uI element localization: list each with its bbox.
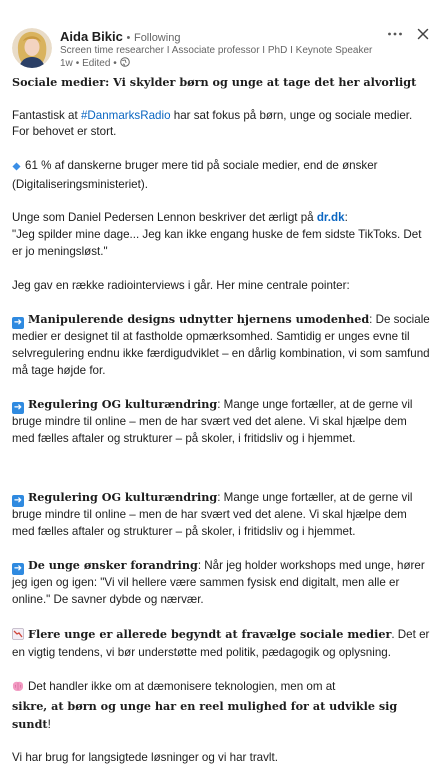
point-1-text: : De sociale medier er designet til at fastholde opmærksomhed. Samtidig er unges evne til selvregulering endnu ikke færdigudviklet – en dårlig kombination, vi som samfund må tage højde for. xyxy=(12,313,430,377)
point-4-text: : Når jeg holder workshops med unge, hører jeg igen og igen: "Vi vil hellere være sammen fysisk end digitalt, men alle er online." De savner dybde og nærvær. xyxy=(12,559,425,606)
quote-intro: Unge som Daniel Pedersen Lennon beskriver det ærligt på xyxy=(12,211,317,225)
point-3-text: : Mange unge fortæller, at de gerne vil bruge mindre til online – men de har svært ved det alene. Vi skal hjælpe dem med fælles aftaler og strukturer – på skoler, i fritidsliv og i hjemmet. xyxy=(12,490,413,538)
point-5-text: . Det er en vigtig tendens, vi bør understøtte med politik, pædagogik og oplysning. xyxy=(12,627,430,660)
right-arrow-icon: ➜ xyxy=(13,402,23,414)
post-content xyxy=(12,74,430,767)
point-1-heading: Manipulerende designs udnytter hjernens umodenhed xyxy=(28,312,370,327)
point-2-text: : Mange unge fortæller, at de gerne vil bruge mindre til online – men de har svært ved det alene. Vi skal hjælpe dem med fælles aftaler og strukturer – på skoler, i fritidsliv og i hjemmet. xyxy=(12,398,413,446)
point-3-heading: Regulering OG kulturændring xyxy=(28,489,218,504)
paragraph-points-intro: Jeg gav en række radiointerviews i går. Her mine centrale pointer: xyxy=(12,278,350,292)
quote-colon: : xyxy=(344,211,348,225)
right-arrow-icon: ➜ xyxy=(13,317,23,329)
intro-text-start: Fantastisk at xyxy=(12,108,81,122)
right-arrow-icon: ➜ xyxy=(13,494,23,506)
point-4-heading: De unge ønsker forandring xyxy=(28,558,198,573)
point-6-bold: sikre, at børn og unge har en reel mulighed for at udvikle sig sundt xyxy=(12,698,398,731)
more-horizontal-icon xyxy=(387,31,403,37)
stat-text: 61 % af danskerne bruger mere tid på sociale medier, end de ønsker (Digitaliseringsministeriet). xyxy=(12,158,378,191)
point-2-heading: Regulering OG kulturændring xyxy=(28,397,218,412)
more-options-button[interactable] xyxy=(384,25,406,43)
right-arrow-icon: ➜ xyxy=(13,563,23,575)
point-6-text: Det handler ikke om at dæmonisere teknologien, men om at xyxy=(28,679,336,693)
author-avatar[interactable] xyxy=(12,28,52,68)
author-name[interactable]: Aida Bikic xyxy=(60,29,123,44)
chart-decreasing-icon xyxy=(12,628,24,646)
author-headline: Screen time researcher I Associate professor I PhD I Keynote Speaker xyxy=(60,45,373,56)
brain-icon xyxy=(12,681,24,698)
point-1 xyxy=(12,311,430,379)
blue-diamond-icon xyxy=(12,160,21,177)
dr-link[interactable]: dr.dk xyxy=(316,211,345,225)
edited-label: • Edited • xyxy=(75,58,117,69)
point-3 xyxy=(12,489,430,541)
paragraph-intro xyxy=(12,108,430,142)
intro-text-end: har sat fokus på børn, unge og sociale medier. For behovet er stort. xyxy=(12,108,413,139)
paragraph-quote xyxy=(12,210,430,260)
paragraph-stat xyxy=(12,158,430,194)
point-5 xyxy=(12,626,430,663)
close-button[interactable] xyxy=(413,25,433,43)
close-icon xyxy=(417,28,429,40)
author-name-line xyxy=(60,29,180,44)
quote-text: "Jeg spilder mine dage... Jeg kan ikke engang huske de fem sidste TikToks. Det er jo meningsløst." xyxy=(12,228,422,258)
globe-icon xyxy=(120,57,130,70)
separator-dot: • xyxy=(126,32,131,44)
post-title: Sociale medier: Vi skylder børn og unge at tage det her alvorligt xyxy=(12,75,417,89)
point-4 xyxy=(12,557,430,609)
point-5-heading: Flere unge er allerede begyndt at fravælge sociale medier xyxy=(28,626,392,641)
post-time: 1w xyxy=(60,58,73,69)
point-2 xyxy=(12,396,430,448)
hashtag-link[interactable]: #DanmarksRadio xyxy=(80,108,171,122)
follow-status[interactable]: Following xyxy=(133,32,181,44)
point-6-end: ! xyxy=(47,717,51,731)
point-6 xyxy=(12,679,430,733)
post-meta xyxy=(60,57,130,70)
closing-paragraph: Vi har brug for langsigtede løsninger og vi har travlt. xyxy=(12,751,278,765)
